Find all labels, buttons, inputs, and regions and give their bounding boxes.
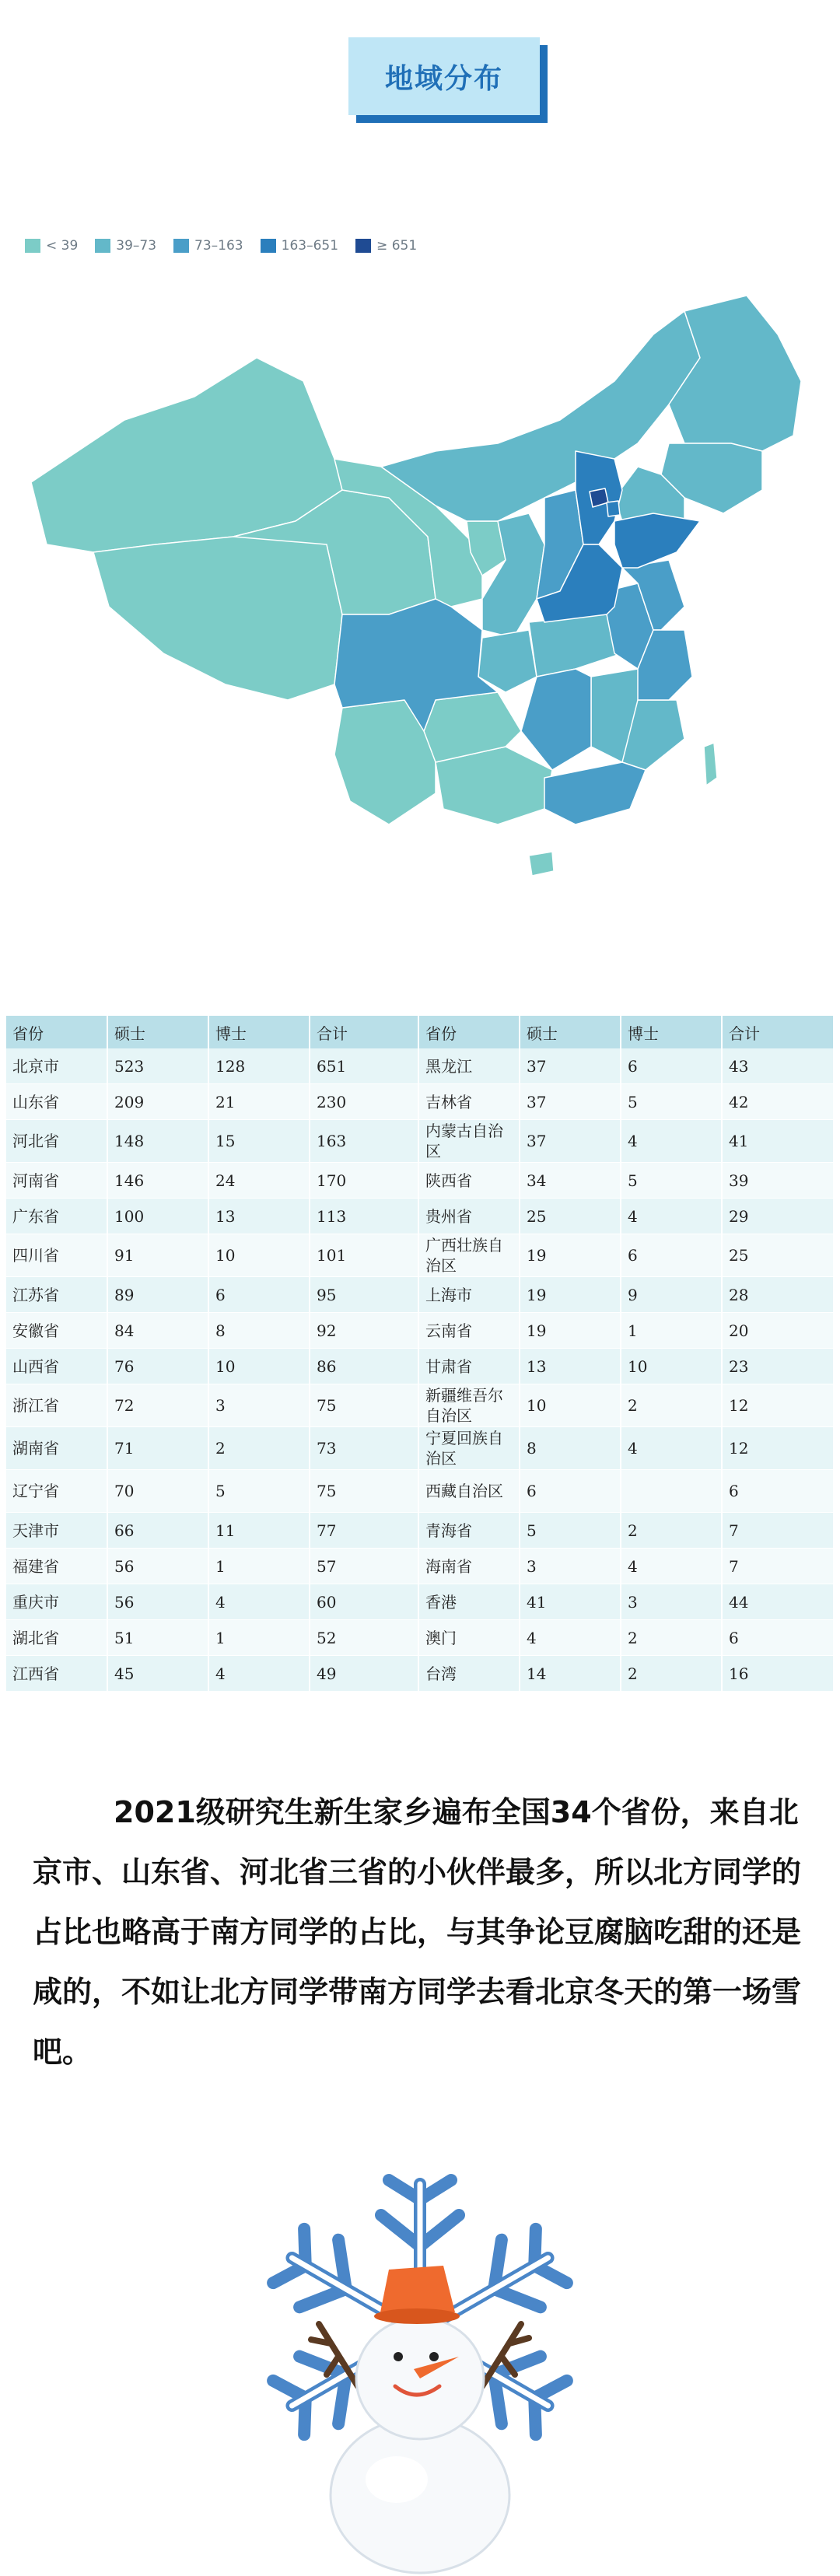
region-taiwan bbox=[704, 743, 717, 786]
value-cell: 19 bbox=[520, 1313, 621, 1349]
value-cell: 16 bbox=[722, 1656, 834, 1692]
value-cell: 25 bbox=[722, 1234, 834, 1277]
value-cell: 4 bbox=[621, 1120, 722, 1163]
province-cell: 广东省 bbox=[6, 1199, 107, 1234]
province-cell: 北京市 bbox=[6, 1048, 107, 1084]
value-cell: 44 bbox=[722, 1584, 834, 1620]
legend-swatch bbox=[173, 239, 189, 253]
province-cell: 青海省 bbox=[418, 1513, 520, 1549]
province-cell: 山西省 bbox=[6, 1349, 107, 1384]
value-cell: 56 bbox=[107, 1584, 208, 1620]
value-cell: 13 bbox=[520, 1349, 621, 1384]
legend-item bbox=[355, 238, 417, 254]
value-cell: 12 bbox=[722, 1427, 834, 1470]
table-header-row bbox=[6, 1016, 834, 1048]
value-cell: 19 bbox=[520, 1234, 621, 1277]
column-header: 硕士 bbox=[520, 1016, 621, 1048]
province-cell: 香港 bbox=[418, 1584, 520, 1620]
value-cell: 230 bbox=[310, 1084, 418, 1120]
column-header: 省份 bbox=[6, 1016, 107, 1048]
value-cell: 37 bbox=[520, 1048, 621, 1084]
value-cell: 523 bbox=[107, 1048, 208, 1084]
value-cell: 89 bbox=[107, 1277, 208, 1313]
value-cell: 49 bbox=[310, 1656, 418, 1692]
province-cell: 辽宁省 bbox=[6, 1470, 107, 1513]
legend-label: 39–73 bbox=[116, 238, 157, 254]
value-cell: 3 bbox=[621, 1584, 722, 1620]
value-cell: 6 bbox=[621, 1234, 722, 1277]
province-cell: 江西省 bbox=[6, 1656, 107, 1692]
column-header: 博士 bbox=[208, 1016, 310, 1048]
table-row bbox=[6, 1584, 834, 1620]
value-cell: 209 bbox=[107, 1084, 208, 1120]
value-cell: 51 bbox=[107, 1620, 208, 1656]
value-cell: 4 bbox=[208, 1584, 310, 1620]
legend-item bbox=[173, 238, 243, 254]
value-cell: 8 bbox=[520, 1427, 621, 1470]
value-cell: 10 bbox=[208, 1349, 310, 1384]
value-cell: 12 bbox=[722, 1384, 834, 1427]
legend-label: < 39 bbox=[46, 238, 79, 254]
value-cell: 2 bbox=[621, 1656, 722, 1692]
region-guangdong bbox=[544, 762, 646, 824]
legend-swatch bbox=[261, 239, 276, 253]
province-cell: 云南省 bbox=[418, 1313, 520, 1349]
value-cell: 56 bbox=[107, 1549, 208, 1584]
region-tianjin bbox=[607, 501, 620, 516]
table-row bbox=[6, 1384, 834, 1427]
table-row bbox=[6, 1656, 834, 1692]
value-cell: 34 bbox=[520, 1163, 621, 1199]
value-cell: 4 bbox=[520, 1620, 621, 1656]
province-cell: 台湾 bbox=[418, 1656, 520, 1692]
value-cell: 4 bbox=[208, 1656, 310, 1692]
value-cell: 1 bbox=[621, 1313, 722, 1349]
snowman-illustration bbox=[233, 2153, 607, 2576]
value-cell: 4 bbox=[621, 1549, 722, 1584]
province-cell: 湖南省 bbox=[6, 1427, 107, 1470]
value-cell: 73 bbox=[310, 1427, 418, 1470]
province-cell: 陕西省 bbox=[418, 1163, 520, 1199]
value-cell: 21 bbox=[208, 1084, 310, 1120]
value-cell: 71 bbox=[107, 1427, 208, 1470]
table-row bbox=[6, 1120, 834, 1163]
province-cell: 海南省 bbox=[418, 1549, 520, 1584]
legend-label: 163–651 bbox=[281, 238, 339, 254]
province-cell: 天津市 bbox=[6, 1513, 107, 1549]
value-cell: 8 bbox=[208, 1313, 310, 1349]
legend-item bbox=[25, 238, 78, 254]
value-cell: 5 bbox=[621, 1084, 722, 1120]
value-cell: 75 bbox=[310, 1470, 418, 1513]
bucket-hat bbox=[374, 2266, 460, 2324]
value-cell: 148 bbox=[107, 1120, 208, 1163]
value-cell: 25 bbox=[520, 1199, 621, 1234]
value-cell: 77 bbox=[310, 1513, 418, 1549]
value-cell: 5 bbox=[621, 1163, 722, 1199]
value-cell: 86 bbox=[310, 1349, 418, 1384]
province-cell: 吉林省 bbox=[418, 1084, 520, 1120]
value-cell: 45 bbox=[107, 1656, 208, 1692]
value-cell: 128 bbox=[208, 1048, 310, 1084]
value-cell: 14 bbox=[520, 1656, 621, 1692]
value-cell: 163 bbox=[310, 1120, 418, 1163]
value-cell: 24 bbox=[208, 1163, 310, 1199]
value-cell: 4 bbox=[621, 1427, 722, 1470]
value-cell: 76 bbox=[107, 1349, 208, 1384]
value-cell: 6 bbox=[621, 1048, 722, 1084]
province-stats-table bbox=[6, 1016, 835, 1692]
value-cell: 84 bbox=[107, 1313, 208, 1349]
value-cell: 20 bbox=[722, 1313, 834, 1349]
value-cell: 11 bbox=[208, 1513, 310, 1549]
column-header: 硕士 bbox=[107, 1016, 208, 1048]
value-cell: 3 bbox=[208, 1384, 310, 1427]
value-cell: 6 bbox=[722, 1620, 834, 1656]
province-cell: 江苏省 bbox=[6, 1277, 107, 1313]
value-cell: 10 bbox=[208, 1234, 310, 1277]
region-shandong bbox=[614, 513, 700, 568]
value-cell: 39 bbox=[722, 1163, 834, 1199]
table-row bbox=[6, 1234, 834, 1277]
table-row bbox=[6, 1084, 834, 1120]
value-cell: 2 bbox=[621, 1620, 722, 1656]
region-chongqing bbox=[478, 630, 537, 692]
value-cell: 42 bbox=[722, 1084, 834, 1120]
province-stats-table-wrapper bbox=[6, 1016, 834, 1692]
value-cell: 19 bbox=[520, 1277, 621, 1313]
value-cell: 6 bbox=[722, 1470, 834, 1513]
value-cell: 29 bbox=[722, 1199, 834, 1234]
value-cell: 91 bbox=[107, 1234, 208, 1277]
province-cell: 湖北省 bbox=[6, 1620, 107, 1656]
province-cell: 福建省 bbox=[6, 1549, 107, 1584]
value-cell: 170 bbox=[310, 1163, 418, 1199]
value-cell: 37 bbox=[520, 1084, 621, 1120]
table-body bbox=[6, 1048, 834, 1692]
legend-item bbox=[261, 238, 338, 254]
map-legend bbox=[25, 238, 417, 254]
value-cell: 92 bbox=[310, 1313, 418, 1349]
table-row bbox=[6, 1277, 834, 1313]
table-row bbox=[6, 1427, 834, 1470]
value-cell: 101 bbox=[310, 1234, 418, 1277]
province-cell: 新疆维吾尔自治区 bbox=[418, 1384, 520, 1427]
value-cell: 7 bbox=[722, 1549, 834, 1584]
value-cell: 72 bbox=[107, 1384, 208, 1427]
value-cell: 52 bbox=[310, 1620, 418, 1656]
value-cell: 651 bbox=[310, 1048, 418, 1084]
section-title-badge bbox=[348, 37, 548, 124]
column-header: 博士 bbox=[621, 1016, 722, 1048]
value-cell: 113 bbox=[310, 1199, 418, 1234]
value-cell: 70 bbox=[107, 1470, 208, 1513]
value-cell: 95 bbox=[310, 1277, 418, 1313]
region-xizang bbox=[93, 521, 342, 700]
value-cell: 23 bbox=[722, 1349, 834, 1384]
table-row bbox=[6, 1163, 834, 1199]
value-cell: 10 bbox=[520, 1384, 621, 1427]
value-cell: 2 bbox=[621, 1384, 722, 1427]
value-cell: 9 bbox=[621, 1277, 722, 1313]
province-cell: 黑龙江 bbox=[418, 1048, 520, 1084]
province-cell: 重庆市 bbox=[6, 1584, 107, 1620]
province-cell: 河北省 bbox=[6, 1120, 107, 1163]
table-row bbox=[6, 1048, 834, 1084]
value-cell: 5 bbox=[520, 1513, 621, 1549]
value-cell: 13 bbox=[208, 1199, 310, 1234]
province-cell: 河南省 bbox=[6, 1163, 107, 1199]
snowman-body bbox=[331, 2318, 509, 2573]
value-cell: 41 bbox=[520, 1584, 621, 1620]
table-row bbox=[6, 1199, 834, 1234]
province-cell: 浙江省 bbox=[6, 1384, 107, 1427]
legend-item bbox=[95, 238, 156, 254]
province-cell: 上海市 bbox=[418, 1277, 520, 1313]
legend-swatch bbox=[95, 239, 110, 253]
value-cell: 75 bbox=[310, 1384, 418, 1427]
china-choropleth-map bbox=[0, 264, 840, 933]
value-cell: 146 bbox=[107, 1163, 208, 1199]
table-row bbox=[6, 1513, 834, 1549]
value-cell: 66 bbox=[107, 1513, 208, 1549]
value-cell: 43 bbox=[722, 1048, 834, 1084]
province-cell: 安徽省 bbox=[6, 1313, 107, 1349]
province-cell: 澳门 bbox=[418, 1620, 520, 1656]
province-cell: 广西壮族自治区 bbox=[418, 1234, 520, 1277]
province-cell: 内蒙古自治区 bbox=[418, 1120, 520, 1163]
value-cell: 100 bbox=[107, 1199, 208, 1234]
province-cell: 贵州省 bbox=[418, 1199, 520, 1234]
value-cell: 2 bbox=[208, 1427, 310, 1470]
value-cell: 10 bbox=[621, 1349, 722, 1384]
value-cell: 37 bbox=[520, 1120, 621, 1163]
province-cell: 宁夏回族自治区 bbox=[418, 1427, 520, 1470]
region-hainan bbox=[529, 852, 554, 876]
value-cell: 6 bbox=[208, 1277, 310, 1313]
value-cell: 1 bbox=[208, 1620, 310, 1656]
value-cell: 57 bbox=[310, 1549, 418, 1584]
value-cell: 2 bbox=[621, 1513, 722, 1549]
province-cell: 山东省 bbox=[6, 1084, 107, 1120]
summary-paragraph: 2021级研究生新生家乡遍布全国34个省份，来自北京市、山东省、河北省三省的小伙伴最多，所以北方同学的占比也略高于南方同学的占比，与其争论豆腐脑吃甜的还是咸的，不如让北方同学带南方同学去看北京冬天的第一场雪吧。 bbox=[33, 1795, 802, 2069]
table-row bbox=[6, 1620, 834, 1656]
table-row bbox=[6, 1349, 834, 1384]
legend-label: 73–163 bbox=[194, 238, 243, 254]
value-cell: 4 bbox=[621, 1199, 722, 1234]
value-cell: 3 bbox=[520, 1549, 621, 1584]
table-row bbox=[6, 1313, 834, 1349]
legend-label: ≥ 651 bbox=[376, 238, 418, 254]
legend-swatch bbox=[355, 239, 371, 253]
value-cell: 15 bbox=[208, 1120, 310, 1163]
province-cell: 四川省 bbox=[6, 1234, 107, 1277]
column-header: 合计 bbox=[722, 1016, 834, 1048]
region-hunan bbox=[521, 669, 591, 770]
column-header: 合计 bbox=[310, 1016, 418, 1048]
value-cell: 41 bbox=[722, 1120, 834, 1163]
value-cell: 5 bbox=[208, 1470, 310, 1513]
value-cell: 1 bbox=[208, 1549, 310, 1584]
table-row bbox=[6, 1549, 834, 1584]
table-row bbox=[6, 1470, 834, 1513]
value-cell: 7 bbox=[722, 1513, 834, 1549]
province-cell: 西藏自治区 bbox=[418, 1470, 520, 1513]
page-title: 地域分布 bbox=[348, 37, 540, 115]
value-cell bbox=[621, 1470, 722, 1513]
value-cell: 28 bbox=[722, 1277, 834, 1313]
province-cell: 甘肃省 bbox=[418, 1349, 520, 1384]
value-cell: 60 bbox=[310, 1584, 418, 1620]
column-header: 省份 bbox=[418, 1016, 520, 1048]
legend-swatch bbox=[25, 239, 40, 253]
value-cell: 6 bbox=[520, 1470, 621, 1513]
